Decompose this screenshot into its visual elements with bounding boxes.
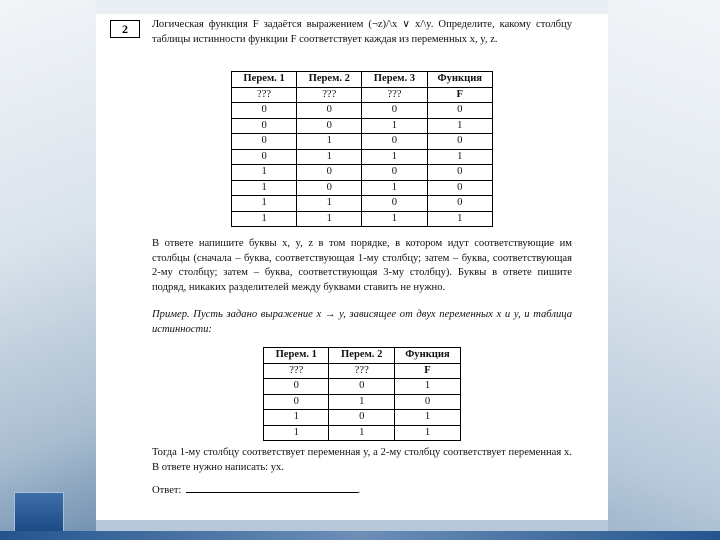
table-cell: 0 (394, 394, 460, 410)
table-row (232, 149, 493, 165)
table-cell: 0 (427, 134, 492, 150)
table-cell: 0 (427, 180, 492, 196)
table-cell: 0 (264, 394, 329, 410)
truth-table-main (231, 71, 493, 227)
table-cell: 1 (232, 211, 297, 227)
table-cell: 1 (297, 134, 362, 150)
truth-table-example (263, 347, 461, 441)
table-cell: 1 (362, 149, 427, 165)
table-cell: 0 (329, 410, 394, 426)
bottom-band (0, 531, 720, 540)
decorative-blue-square (14, 492, 64, 532)
table-row (232, 211, 493, 227)
table-label-cell: ??? (297, 87, 362, 103)
table-cell: 0 (297, 165, 362, 181)
table-cell: 1 (427, 149, 492, 165)
example-text (152, 308, 572, 337)
table-cell: 0 (427, 103, 492, 119)
table-row (232, 196, 493, 212)
table-cell: 1 (264, 425, 329, 441)
table-cell: 0 (362, 103, 427, 119)
task-number: 2 (110, 20, 140, 38)
table-cell: 1 (232, 196, 297, 212)
table-cell: 0 (427, 165, 492, 181)
table-row (264, 425, 461, 441)
table-row (264, 410, 461, 426)
table-cell: 0 (297, 180, 362, 196)
table-cell: 0 (232, 118, 297, 134)
conclusion-text: Тогда 1-му столбцу соответствует переменная y, а 2-му столбцу соответствует переменная x. В ответе нужно написать: yx. (152, 447, 572, 473)
truth-table-main-header-row (232, 72, 493, 88)
table-cell: 0 (232, 149, 297, 165)
table-label-cell: F (394, 363, 460, 379)
table-cell: 1 (297, 196, 362, 212)
table-cell: 0 (232, 134, 297, 150)
table-cell: 1 (329, 394, 394, 410)
table-cell: 1 (394, 410, 460, 426)
table-cell: 0 (232, 103, 297, 119)
background-right-panel (608, 0, 720, 540)
table-cell: 0 (427, 196, 492, 212)
truth-table-example-header-row (264, 348, 461, 364)
table-label-cell: ??? (264, 363, 329, 379)
table-cell: 1 (232, 180, 297, 196)
table-cell: 1 (297, 149, 362, 165)
table-header-cell: Функция (427, 72, 492, 88)
truth-table-example-label-row (264, 363, 461, 379)
table-label-cell: ??? (362, 87, 427, 103)
table-cell: 1 (427, 211, 492, 227)
table-cell: 1 (427, 118, 492, 134)
table-cell: 1 (329, 425, 394, 441)
table-cell: 1 (394, 425, 460, 441)
table-cell: 0 (297, 103, 362, 119)
table-header-cell: Перем. 1 (264, 348, 329, 364)
table-header-cell: Перем. 3 (362, 72, 427, 88)
table-cell: 0 (362, 134, 427, 150)
table-header-cell: Функция (394, 348, 460, 364)
table-row (264, 394, 461, 410)
table-header-cell: Перем. 1 (232, 72, 297, 88)
answer-blank-line[interactable] (186, 482, 358, 493)
table-label-cell: ??? (329, 363, 394, 379)
table-cell: 0 (362, 165, 427, 181)
table-row (232, 180, 493, 196)
answer-instructions: В ответе напишите буквы x, y, z в том порядке, в котором идут соответствующие им столбцы (сначала – буква, соответствующая 1-му столбцу; затем – буква, соответствующая 2-му столбцу; затем – буква, соответствующая 3-му столбцу). Буквы в ответе пишите подряд, никаких разделителей между буквами ставить не нужно. (152, 238, 572, 293)
answer-field: Ответ: . (152, 482, 360, 496)
table-row (264, 379, 461, 395)
table-cell: 1 (362, 180, 427, 196)
table-cell: 0 (297, 118, 362, 134)
table-cell: 1 (362, 211, 427, 227)
table-cell: 1 (264, 410, 329, 426)
table-cell: 1 (394, 379, 460, 395)
table-row (232, 103, 493, 119)
table-cell: 1 (362, 118, 427, 134)
table-header-cell: Перем. 2 (297, 72, 362, 88)
table-label-cell: ??? (232, 87, 297, 103)
truth-table-main-label-row (232, 87, 493, 103)
task-intro: Логическая функция F задаётся выражением (¬z)/\x ∨ x/\y. Определите, какому столбцу таблицы истинности функции F соответствует каждая из переменных x, y, z. (152, 19, 572, 45)
table-cell: 1 (232, 165, 297, 181)
table-cell: 1 (297, 211, 362, 227)
table-cell: 0 (362, 196, 427, 212)
example-text-content: Пример. Пусть задано выражение x → y, зависящее от двух переменных x и y, и таблица истинности: (152, 309, 572, 335)
document-page (96, 14, 608, 520)
answer-label: Ответ: (152, 485, 182, 496)
table-header-cell: Перем. 2 (329, 348, 394, 364)
table-row (232, 165, 493, 181)
table-cell: 0 (329, 379, 394, 395)
table-label-cell: F (427, 87, 492, 103)
table-row (232, 118, 493, 134)
background-left-panel (0, 0, 96, 540)
table-row (232, 134, 493, 150)
table-cell: 0 (264, 379, 329, 395)
